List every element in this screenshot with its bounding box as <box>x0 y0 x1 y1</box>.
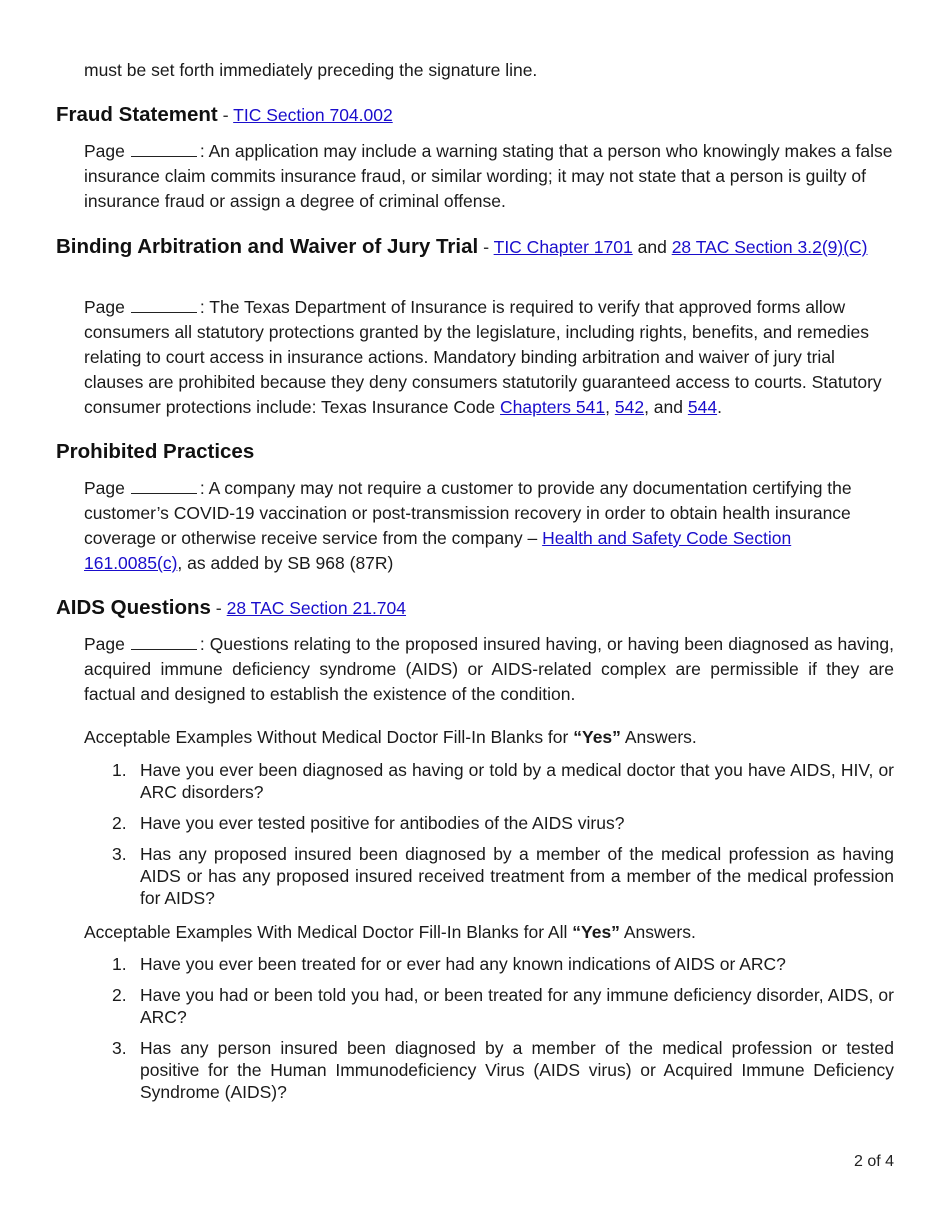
tic-1701-link[interactable]: TIC Chapter 1701 <box>493 237 633 257</box>
intro-text: Acceptable Examples Without Medical Doctor Fill-In Blanks for <box>84 727 569 747</box>
without-examples-list <box>84 759 894 909</box>
list-text: Have you ever been treated for or ever had any known indications of AIDS or ARC? <box>140 954 786 974</box>
page-blank <box>131 479 197 494</box>
page-label: Page <box>84 297 125 317</box>
page-label: Page <box>84 634 125 654</box>
page-label: Page <box>84 141 125 161</box>
tic-704-link[interactable]: TIC Section 704.002 <box>233 105 393 125</box>
fraud-title: Fraud Statement <box>56 103 218 126</box>
list-text: Have you ever been diagnosed as having or told by a medical doctor that you have AIDS, HIV, or ARC disorders? <box>140 760 894 802</box>
heading-separator: - <box>483 237 490 257</box>
aids-paragraph <box>84 632 894 707</box>
prohibited-body: : A company may not require a customer to provide any documentation certifying the customer’s COVID-19 vaccination or post-transmission recovery in order to obtain health insurance coverage or otherwise receive service from the company – <box>84 478 852 548</box>
page-blank <box>131 142 197 157</box>
list-number: 3. <box>112 844 127 864</box>
tac-21-704-link[interactable]: 28 TAC Section 21.704 <box>226 598 407 618</box>
list-number: 2. <box>112 813 127 833</box>
continuation-text: must be set forth immediately preceding the signature line. <box>84 60 538 80</box>
list-number: 3. <box>112 1038 127 1058</box>
tac-3-2-link[interactable]: 28 TAC Section 3.2(9)(C) <box>671 237 868 257</box>
answers-text: Answers. <box>624 727 697 747</box>
page-blank <box>131 298 197 313</box>
health-safety-code-link[interactable]: Health and Safety Code Section 161.0085(c) <box>84 528 792 573</box>
chapter-544-link[interactable]: 544 <box>687 397 718 417</box>
without-examples-intro <box>84 725 894 750</box>
list-text: Have you had or been told you had, or been treated for any immune deficiency disorder, AIDS, or ARC? <box>140 985 894 1027</box>
with-examples-intro <box>84 920 894 945</box>
heading-separator: - <box>222 105 229 125</box>
list-text: Has any proposed insured been diagnosed by a member of the medical profession as having AIDS or has any proposed insured received treatment from a member of the medical profession for AIDS? <box>140 844 894 908</box>
arbitration-title: Binding Arbitration and Waiver of Jury Trial <box>56 235 479 258</box>
list-item <box>84 812 894 834</box>
aids-title: AIDS Questions <box>56 596 211 619</box>
yes-emphasis: “Yes” <box>572 922 620 942</box>
and-text: , and <box>644 397 683 417</box>
list-number: 1. <box>112 760 127 780</box>
list-number: 2. <box>112 985 127 1005</box>
list-number: 1. <box>112 954 127 974</box>
fraud-heading <box>56 102 896 128</box>
list-item <box>84 843 894 909</box>
list-text: Have you ever tested positive for antibodies of the AIDS virus? <box>140 813 625 833</box>
fraud-body: : An application may include a warning stating that a person who knowingly makes a false insurance claim commits insurance fraud, or similar wording; it may not state that a person is guilty of insurance fraud or assign a degree of criminal offense. <box>84 141 893 211</box>
list-item <box>84 759 894 803</box>
with-examples-list <box>84 953 894 1103</box>
prohibited-title: Prohibited Practices <box>56 440 255 463</box>
list-item <box>84 1037 894 1103</box>
list-item <box>84 953 894 975</box>
prohibited-heading <box>56 439 896 465</box>
intro-text: Acceptable Examples With Medical Doctor Fill-In Blanks for All <box>84 922 568 942</box>
page-blank <box>131 635 197 650</box>
chapter-542-link[interactable]: 542 <box>614 397 645 417</box>
arbitration-paragraph <box>84 295 894 420</box>
prohibited-paragraph <box>84 476 894 576</box>
arbitration-body: : The Texas Department of Insurance is required to verify that approved forms allow consumers all statutory protections granted by the legislature, including rights, benefits, and remedies relating to court access in insurance actions. Mandatory binding arbitration and waiver of jury trial clauses are prohibited because they deny consumers statutorily guaranteed access to courts. Statutory consumer protections include: Texas Insurance Code <box>84 297 882 417</box>
yes-emphasis: “Yes” <box>573 727 621 747</box>
aids-heading <box>56 595 896 621</box>
page-number: 2 of 4 <box>853 1153 894 1170</box>
and-text: and <box>637 237 667 257</box>
comma: , <box>605 397 610 417</box>
heading-separator: - <box>215 598 222 618</box>
aids-body: : Questions relating to the proposed insured having, or having been diagnosed as having, acquired immune deficiency syndrome (AIDS) or AIDS-related complex are permissible if they are factual and designed to establish the existence of the condition. <box>84 634 894 704</box>
list-item <box>84 984 894 1028</box>
list-text: Has any person insured been diagnosed by a member of the medical profession or tested positive for the Human Immunodeficiency Virus (AIDS virus) or Acquired Immune Deficiency Syndrome (AIDS)? <box>140 1038 894 1102</box>
page-label: Page <box>84 478 125 498</box>
chapters-541-link[interactable]: Chapters 541 <box>500 397 606 417</box>
prohibited-tail: , as added by SB 968 (87R) <box>177 553 394 573</box>
fraud-paragraph <box>84 139 894 214</box>
answers-text: Answers. <box>623 922 696 942</box>
period: . <box>717 397 722 417</box>
arbitration-heading <box>56 234 896 260</box>
